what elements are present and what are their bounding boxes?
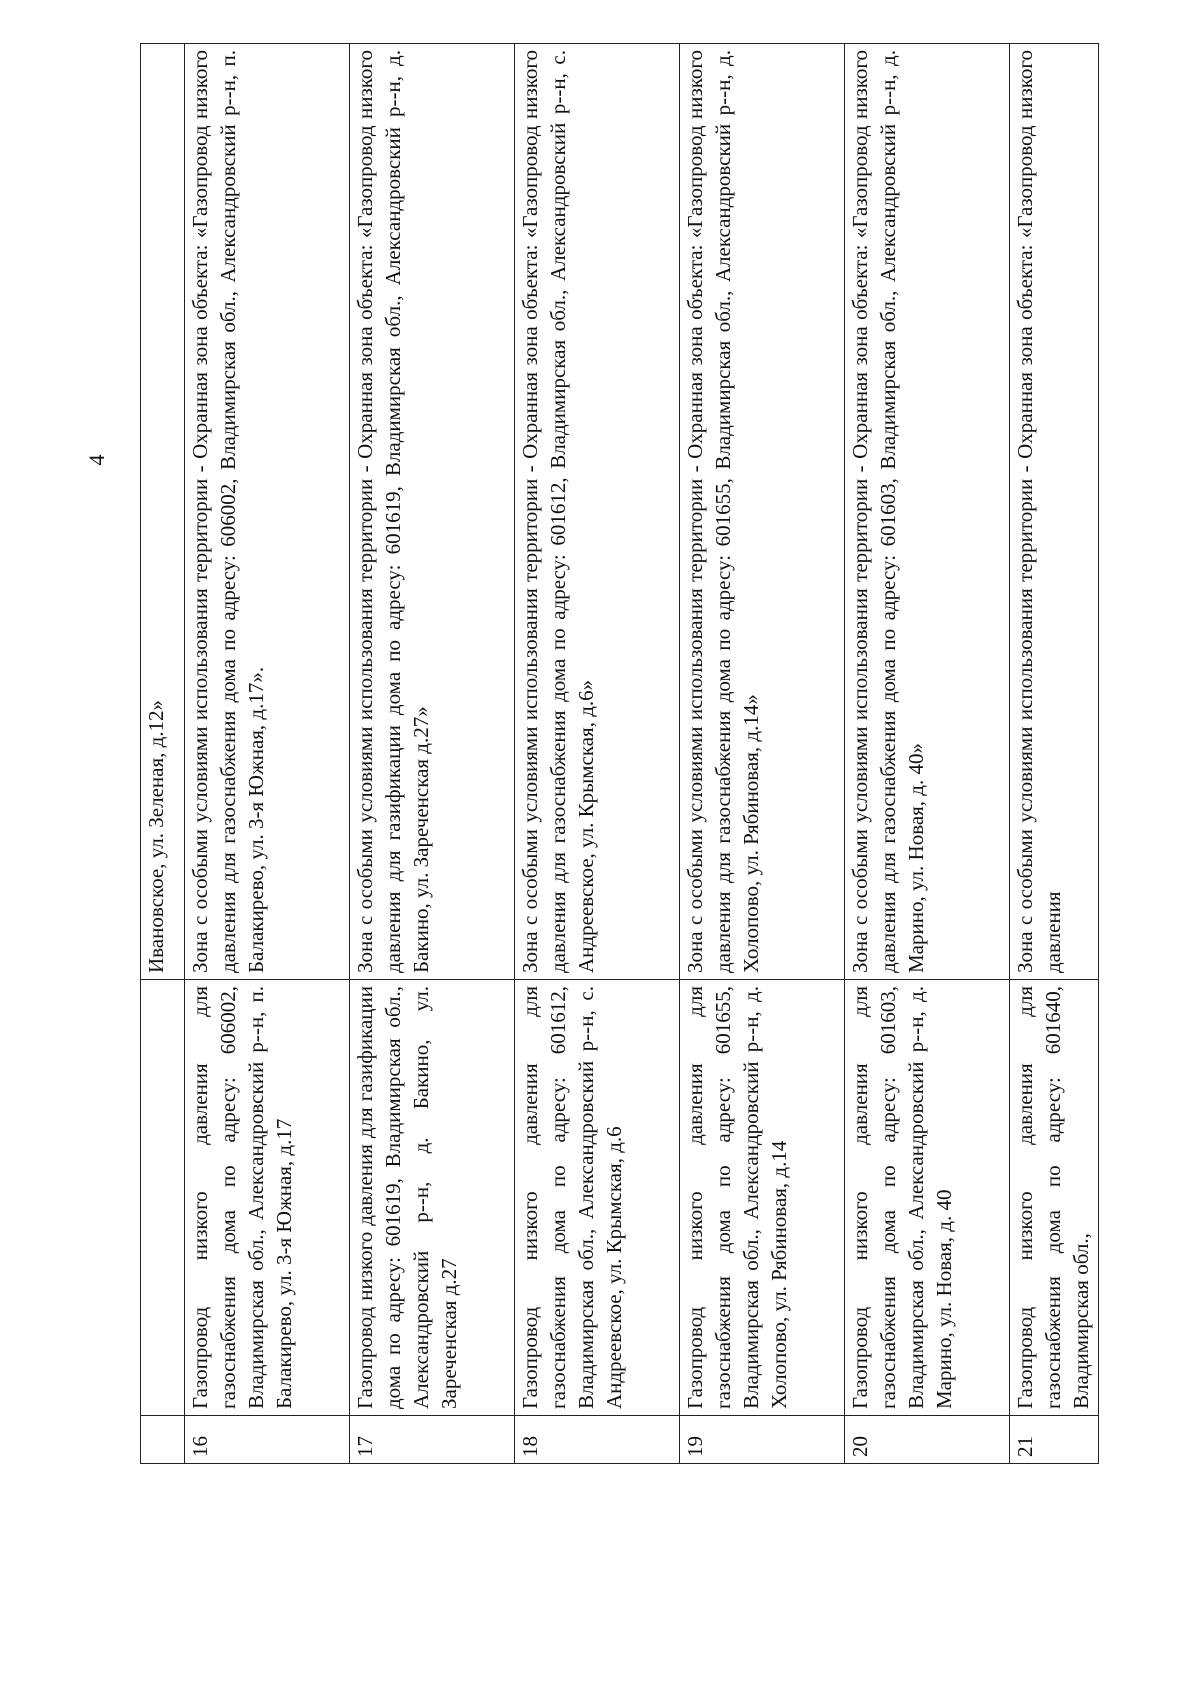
table-row — [1010, 44, 1099, 1464]
table-row — [515, 44, 680, 1464]
table-row — [185, 44, 350, 1464]
zone-cell — [515, 44, 680, 980]
zone-cell — [350, 44, 515, 980]
zone-text: Ивановское, ул. Зеленая, д.12» — [144, 699, 168, 973]
table-row-continuation — [141, 44, 185, 1464]
row-number: 17 — [353, 1436, 377, 1457]
rotated-table-inner — [140, 44, 1093, 1464]
object-cell — [680, 980, 845, 1416]
object-cell — [185, 980, 350, 1416]
row-number-cell — [845, 1416, 1010, 1464]
row-number-cell — [680, 1416, 845, 1464]
row-number: 20 — [848, 1436, 872, 1457]
zone-cell — [185, 44, 350, 980]
object-text: Газопровод низкого давления для газоснабжения дома по адресу: 601640, Владимирская обл., — [1013, 986, 1093, 1409]
page-number: 4 — [84, 454, 109, 466]
zone-text: Зона с особыми условиями использования территории - Охранная зона объекта: «Газопровод низкого давления для газоснабжения дома по адресу: 601612, Владимирская обл., Александровский р--н, с. Андреевское, ул. Крымская, д.6» — [518, 50, 598, 973]
row-number-cell — [515, 1416, 680, 1464]
object-cell — [350, 980, 515, 1416]
zone-text: Зона с особыми условиями использования территории - Охранная зона объекта: «Газопровод низкого давления для газоснабжения дома по адресу: 601655, Владимирская обл., Александровский р--н, д. Холопово, ул. Рябиновая, д.14» — [683, 50, 763, 973]
row-number-cell — [185, 1416, 350, 1464]
object-text: Газопровод низкого давления для газификации дома по адресу: 601619, Владимирская обл., Александровский р--н, д. Бакино, ул. Зареченская д.27 — [353, 986, 461, 1409]
row-number: 21 — [1013, 1436, 1037, 1457]
row-number-cell — [1010, 1416, 1099, 1464]
zone-text: Зона с особыми условиями использования территории - Охранная зона объекта: «Газопровод низкого давления для газификации дома по адресу: 601619, Владимирская обл., Александровский р--н, д. Бакино, ул. Зареченская д.27» — [353, 50, 433, 973]
zone-cell — [680, 44, 845, 980]
zone-text: Зона с особыми условиями использования территории - Охранная зона объекта: «Газопровод низкого давления для газоснабжения дома по адресу: 601603, Владимирская обл., Александровский р--н, д. Марино, ул. Новая, д. 40» — [848, 50, 928, 973]
row-number: 18 — [518, 1436, 542, 1457]
row-number: 16 — [188, 1436, 212, 1457]
object-cell — [845, 980, 1010, 1416]
rotated-table-container — [140, 44, 1093, 1464]
zone-text: Зона с особыми условиями использования территории - Охранная зона объекта: «Газопровод низкого давления — [1013, 50, 1065, 973]
object-text: Газопровод низкого давления для газоснабжения дома по адресу: 606002, Владимирская обл., Александровский р--н, п. Балакирево, ул. 3-я Южная, д.17 — [188, 986, 296, 1409]
zone-cell — [1010, 44, 1099, 980]
row-number-cell — [350, 1416, 515, 1464]
table-row — [680, 44, 845, 1464]
object-cell — [141, 980, 185, 1416]
row-number: 19 — [683, 1436, 707, 1457]
object-text: Газопровод низкого давления для газоснабжения дома по адресу: 601655, Владимирская обл., Александровский р--н, д. Холопово, ул. Рябиновая, д.14 — [683, 986, 791, 1409]
object-text: Газопровод низкого давления для газоснабжения дома по адресу: 601603, Владимирская обл., Александровский р--н, д. Марино, ул. Новая, д. 40 — [848, 986, 956, 1409]
row-number-cell — [141, 1416, 185, 1464]
object-text: Газопровод низкого давления для газоснабжения дома по адресу: 601612, Владимирская обл., Александровский р--н, с. Андреевское, ул. Крымская, д.6 — [518, 986, 626, 1409]
zone-text: Зона с особыми условиями использования территории - Охранная зона объекта: «Газопровод низкого давления для газоснабжения дома по адресу: 606002, Владимирская обл., Александровский р--н, п. Балакирево, ул. 3-я Южная, д.17». — [188, 50, 268, 973]
zone-cell — [141, 44, 185, 980]
object-cell — [1010, 980, 1099, 1416]
zones-table — [140, 43, 1099, 1464]
zone-cell — [845, 44, 1010, 980]
table-row — [350, 44, 515, 1464]
table-row — [845, 44, 1010, 1464]
object-cell — [515, 980, 680, 1416]
